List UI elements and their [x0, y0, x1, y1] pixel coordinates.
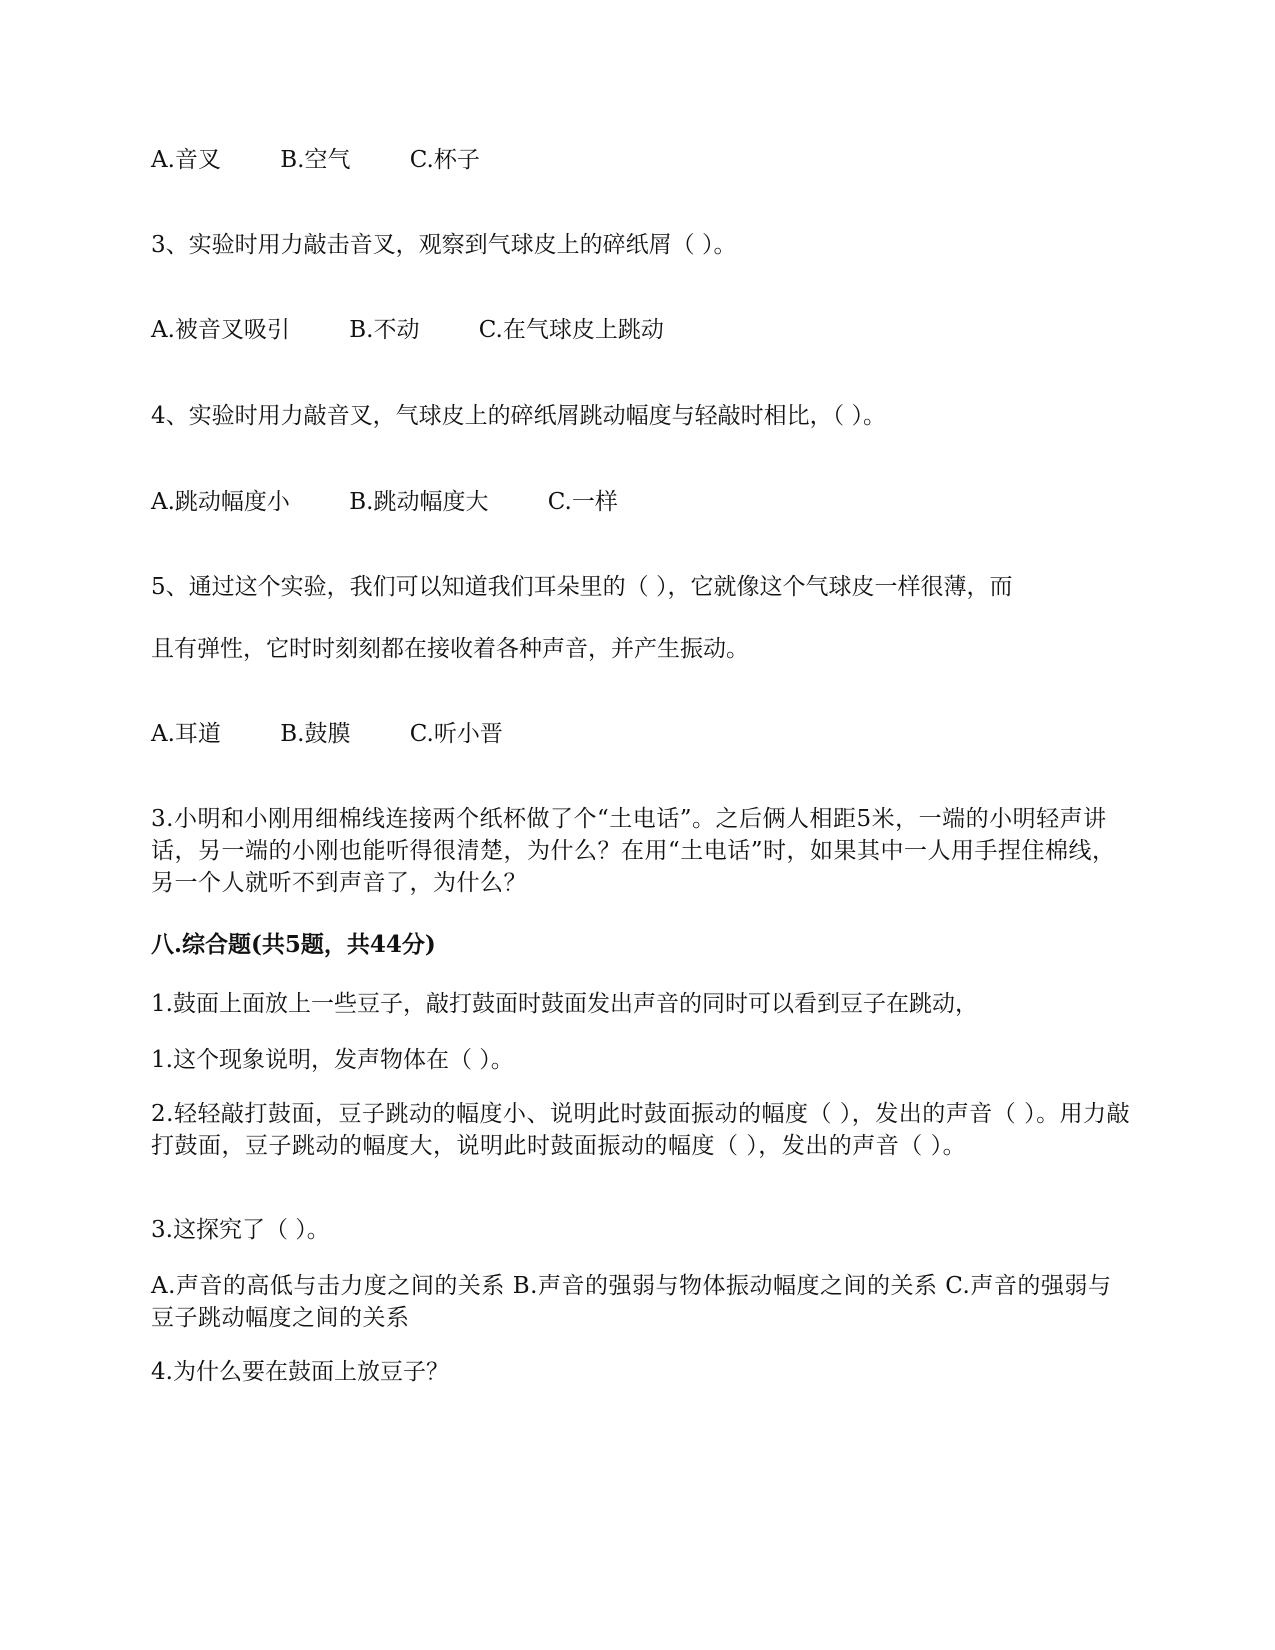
- drum-question-2: 2.轻轻敲打鼓面，豆子跳动的幅度小、说明此时鼓面振动的幅度（ ），发出的声音（ ）。用力敲打鼓面，豆子跳动的幅度大，说明此时鼓面振动的幅度（ ），发出的声音（ ）。: [151, 1101, 1131, 1159]
- option-a: A.被音叉吸引: [151, 317, 290, 343]
- section-heading: 八.综合题(共5题，共44分): [151, 931, 436, 958]
- option-c: C.听小晋: [409, 721, 503, 747]
- drum-question-3: 3.这探究了（ ）。: [151, 1217, 330, 1243]
- option-a: A.耳道: [151, 721, 221, 747]
- option-c: C.杯子: [409, 147, 480, 173]
- q4-stem: 4、实验时用力敲音叉，气球皮上的碎纸屑跳动幅度与轻敲时相比，（ ）。: [151, 403, 886, 429]
- q5-stem-line-1: 5、通过这个实验，我们可以知道我们耳朵里的（ ），它就像这个气球皮一样很薄，而: [151, 574, 1013, 600]
- drum-intro: 1.鼓面上面放上一些豆子，敲打鼓面时鼓面发出声音的同时可以看到豆子在跳动，: [151, 991, 978, 1017]
- option-c: C.在气球皮上跳动: [478, 317, 664, 343]
- q4-options: [151, 486, 1131, 518]
- q5-stem-line-2: 且有弹性，它时时刻刻都在接收着各种声音，并产生振动。: [151, 636, 749, 662]
- option-b: B.不动: [349, 317, 420, 343]
- option-a: A.跳动幅度小: [151, 489, 290, 515]
- q5-options: [151, 718, 1131, 750]
- option-b: B.空气: [280, 147, 351, 173]
- option-c: C.一样: [547, 489, 618, 515]
- q3-stem: 3、实验时用力敲击音叉，观察到气球皮上的碎纸屑（ ）。: [151, 232, 737, 258]
- drum-question-4: 4.为什么要在鼓面上放豆子？: [151, 1359, 449, 1385]
- q2-options: [151, 144, 1131, 176]
- option-a: A.音叉: [151, 147, 221, 173]
- drum-question-1: 1.这个现象说明，发声物体在（ ）。: [151, 1047, 514, 1073]
- option-b: B.鼓膜: [280, 721, 351, 747]
- option-b: B.跳动幅度大: [349, 489, 489, 515]
- q3-options: [151, 314, 1131, 346]
- phone-question: 3.小明和小刚用细棉线连接两个纸杯做了个“土电话”。之后俩人相距5米，一端的小明轻声讲话，另一端的小刚也能听得很清楚，为什么？在用“土电话”时，如果其中一人用手捏住棉线，另一个人就听不到声音了，为什么？: [151, 806, 1116, 896]
- drum-question-3-options: A.声音的高低与击力度之间的关系 B.声音的强弱与物体振动幅度之间的关系 C.声音的强弱与豆子跳动幅度之间的关系: [151, 1273, 1112, 1331]
